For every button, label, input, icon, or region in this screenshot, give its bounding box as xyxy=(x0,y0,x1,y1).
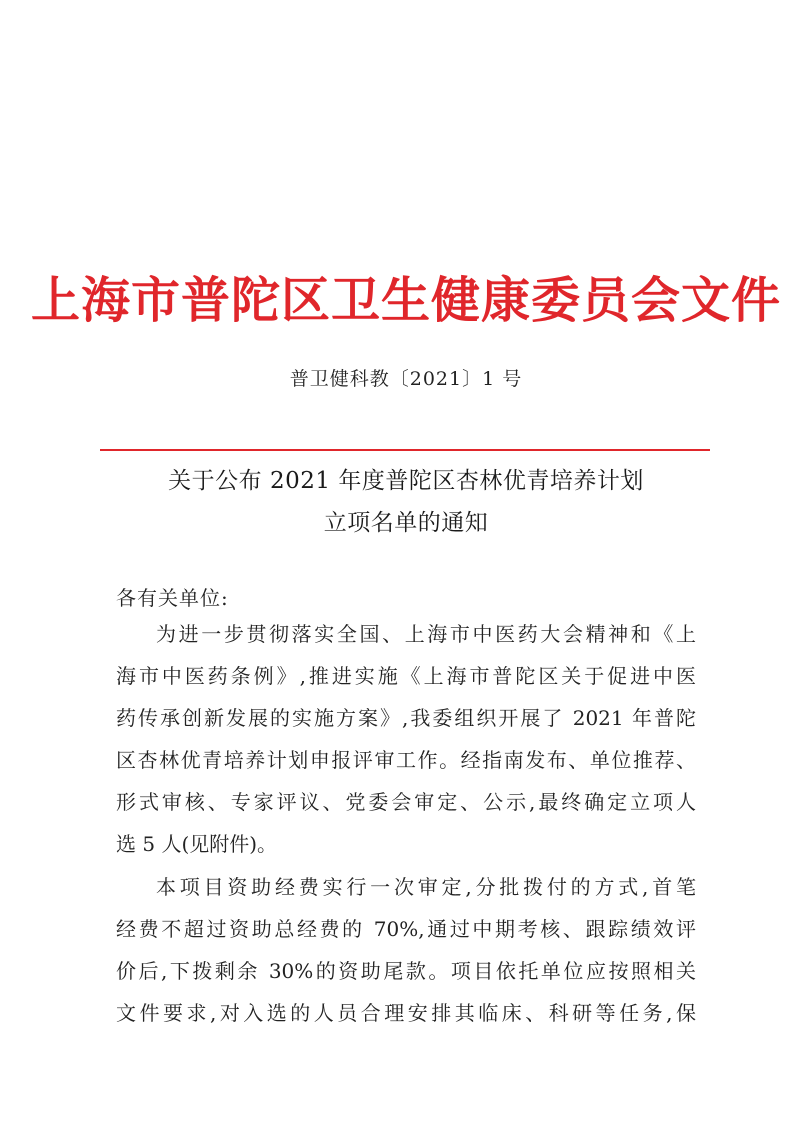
notice-title-line-1: 关于公布 2021 年度普陀区杏林优青培养计划 xyxy=(168,468,644,494)
paragraph-1-line-4: 区杏林优青培养计划申报评审工作。经指南发布、单位推荐、 xyxy=(116,748,696,772)
salutation: 各有关单位: xyxy=(116,586,229,610)
paragraph-1-line-2: 海市中医药条例》,推进实施《上海市普陀区关于促进中医 xyxy=(116,664,696,688)
notice-title-line-2: 立项名单的通知 xyxy=(323,510,489,536)
document-number: 普卫健科教〔2021〕1 号 xyxy=(289,368,523,390)
paragraph-1-line-1: 为进一步贯彻落实全国、上海市中医药大会精神和《上 xyxy=(156,622,696,646)
paragraph-2-line-3: 价后,下拨剩余 30%的资助尾款。项目依托单位应按照相关 xyxy=(116,959,696,983)
paragraph-2-line-1: 本项目资助经费实行一次审定,分批拨付的方式,首笔 xyxy=(156,875,696,899)
paragraph-1-line-5: 形式审核、专家评议、党委会审定、公示,最终确定立项人 xyxy=(116,790,696,814)
paragraph-2-line-2: 经费不超过资助总经费的 70%,通过中期考核、跟踪绩效评 xyxy=(116,917,696,941)
paragraph-1-line-6: 选 5 人(见附件)。 xyxy=(116,832,278,856)
masthead-title: 上海市普陀区卫生健康委员会文件 xyxy=(30,271,781,329)
red-separator-line xyxy=(100,449,710,451)
paragraph-1-line-3: 药传承创新发展的实施方案》,我委组织开展了 2021 年普陀 xyxy=(116,706,696,730)
paragraph-2-line-4: 文件要求,对入选的人员合理安排其临床、科研等任务,保 xyxy=(116,1001,696,1025)
